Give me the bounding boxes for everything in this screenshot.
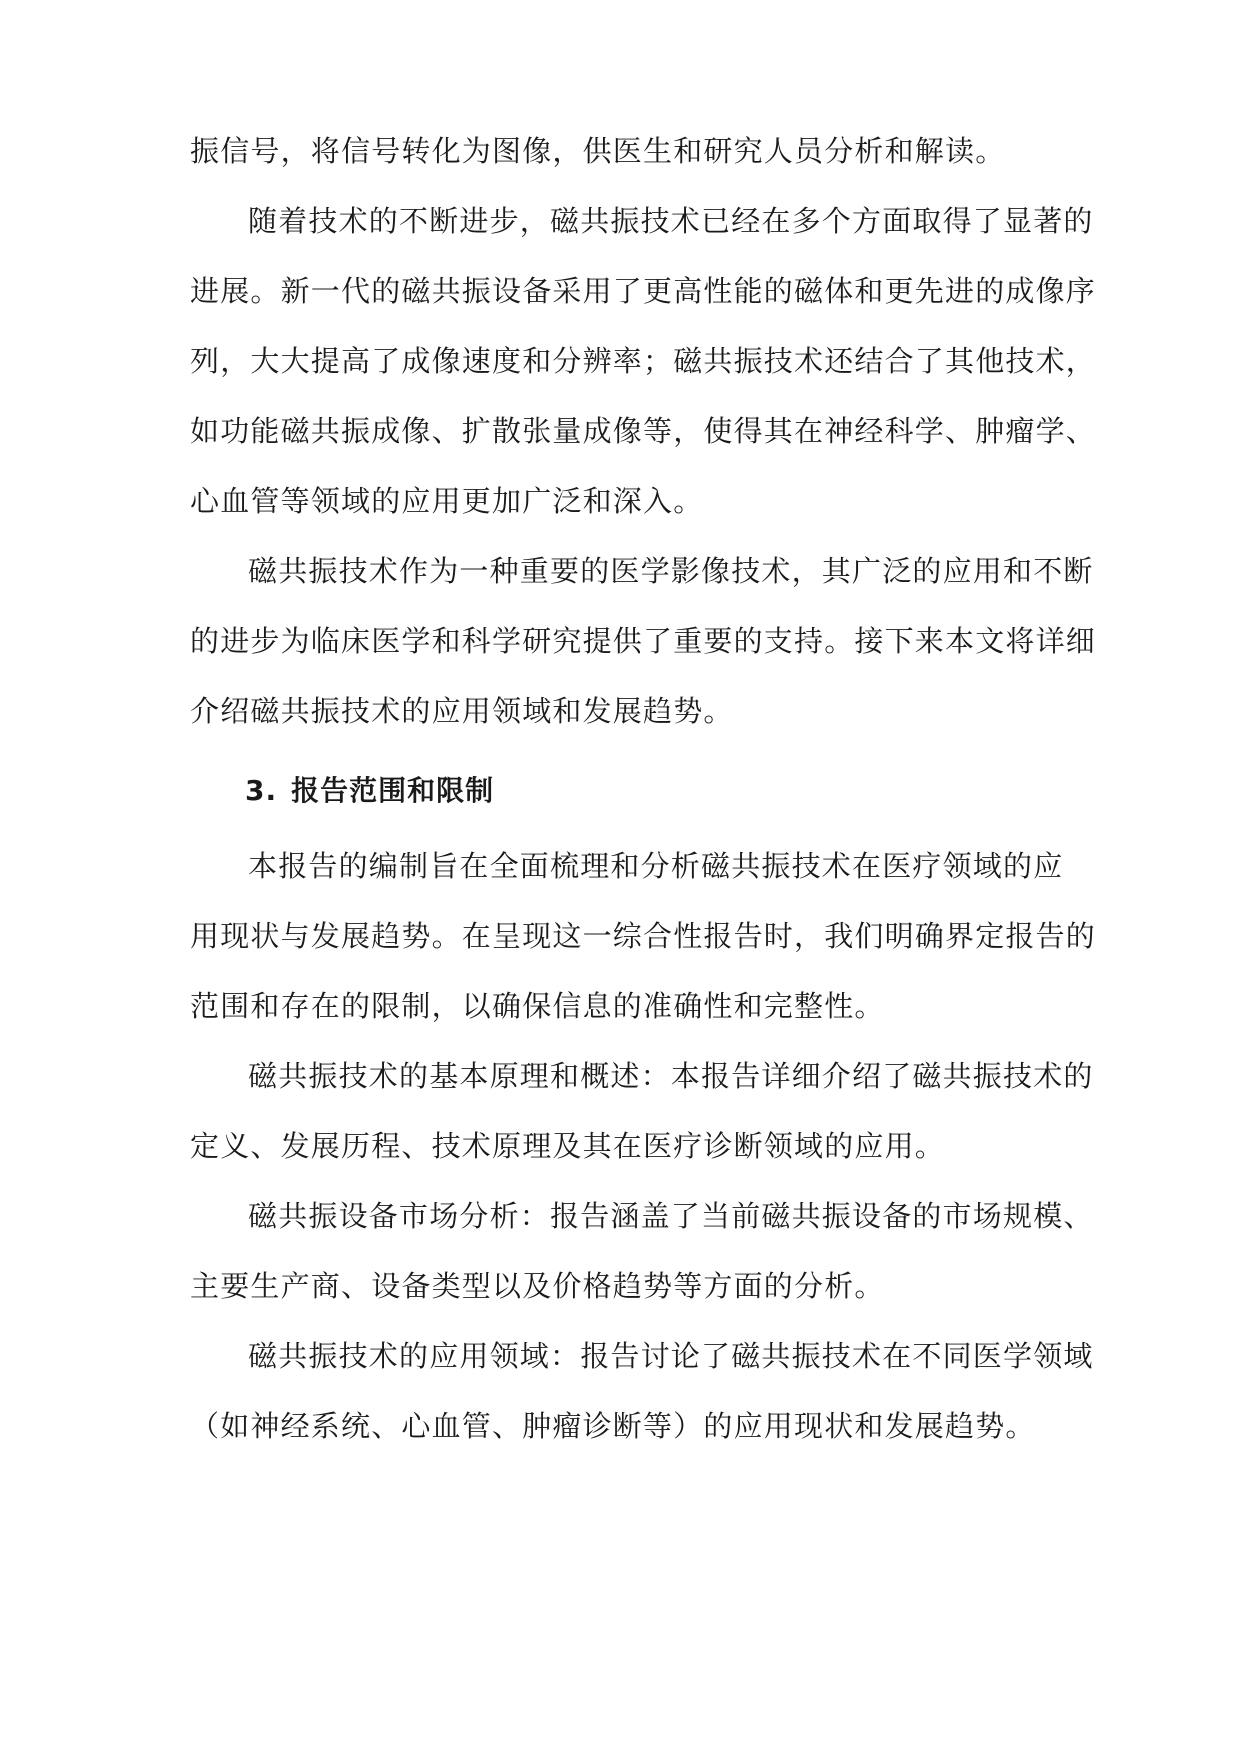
paragraph-3-line-2: 的进步为临床医学和科学研究提供了重要的支持。接下来本文将详细 [190, 624, 1097, 658]
paragraph-4-line-3: 范围和存在的限制，以确保信息的准确性和完整性。 [190, 989, 885, 1023]
paragraph-2-line-1: 随着技术的不断进步，磁共振技术已经在多个方面取得了显著的 [248, 204, 1094, 238]
paragraph-5-line-2: 定义、发展历程、技术原理及其在医疗诊断领域的应用。 [190, 1129, 946, 1163]
paragraph-2-line-3: 列，大大提高了成像速度和分辨率；磁共振技术还结合了其他技术， [190, 344, 1097, 378]
paragraph-4-line-2: 用现状与发展趋势。在呈现这一综合性报告时，我们明确界定报告的 [190, 919, 1097, 953]
paragraph-1-line-1: 振信号，将信号转化为图像，供医生和研究人员分析和解读。 [190, 134, 1006, 168]
section-number: 3. [245, 774, 278, 807]
paragraph-5-line-1: 磁共振技术的基本原理和概述：本报告详细介绍了磁共振技术的 [248, 1059, 1094, 1093]
paragraph-7-line-2: （如神经系统、心血管、肿瘤诊断等）的应用现状和发展趋势。 [190, 1409, 1036, 1443]
paragraph-2-line-4: 如功能磁共振成像、扩散张量成像等，使得其在神经科学、肿瘤学、 [190, 414, 1097, 448]
paragraph-3-line-3: 介绍磁共振技术的应用领域和发展趋势。 [190, 694, 734, 728]
section-heading [245, 771, 494, 811]
paragraph-7-line-1: 磁共振技术的应用领域：报告讨论了磁共振技术在不同医学领域 [248, 1339, 1094, 1373]
paragraph-4-line-1: 本报告的编制旨在全面梳理和分析磁共振技术在医疗领域的应 [248, 849, 1064, 883]
paragraph-6-line-1: 磁共振设备市场分析：报告涵盖了当前磁共振设备的市场规模、 [248, 1199, 1094, 1233]
section-title: 报告范围和限制 [291, 774, 495, 807]
paragraph-2-line-2: 进展。新一代的磁共振设备采用了更高性能的磁体和更先进的成像序 [190, 274, 1097, 308]
paragraph-6-line-2: 主要生产商、设备类型以及价格趋势等方面的分析。 [190, 1269, 885, 1303]
paragraph-2-line-5: 心血管等领域的应用更加广泛和深入。 [190, 484, 704, 518]
paragraph-3-line-1: 磁共振技术作为一种重要的医学影像技术，其广泛的应用和不断 [248, 554, 1094, 588]
